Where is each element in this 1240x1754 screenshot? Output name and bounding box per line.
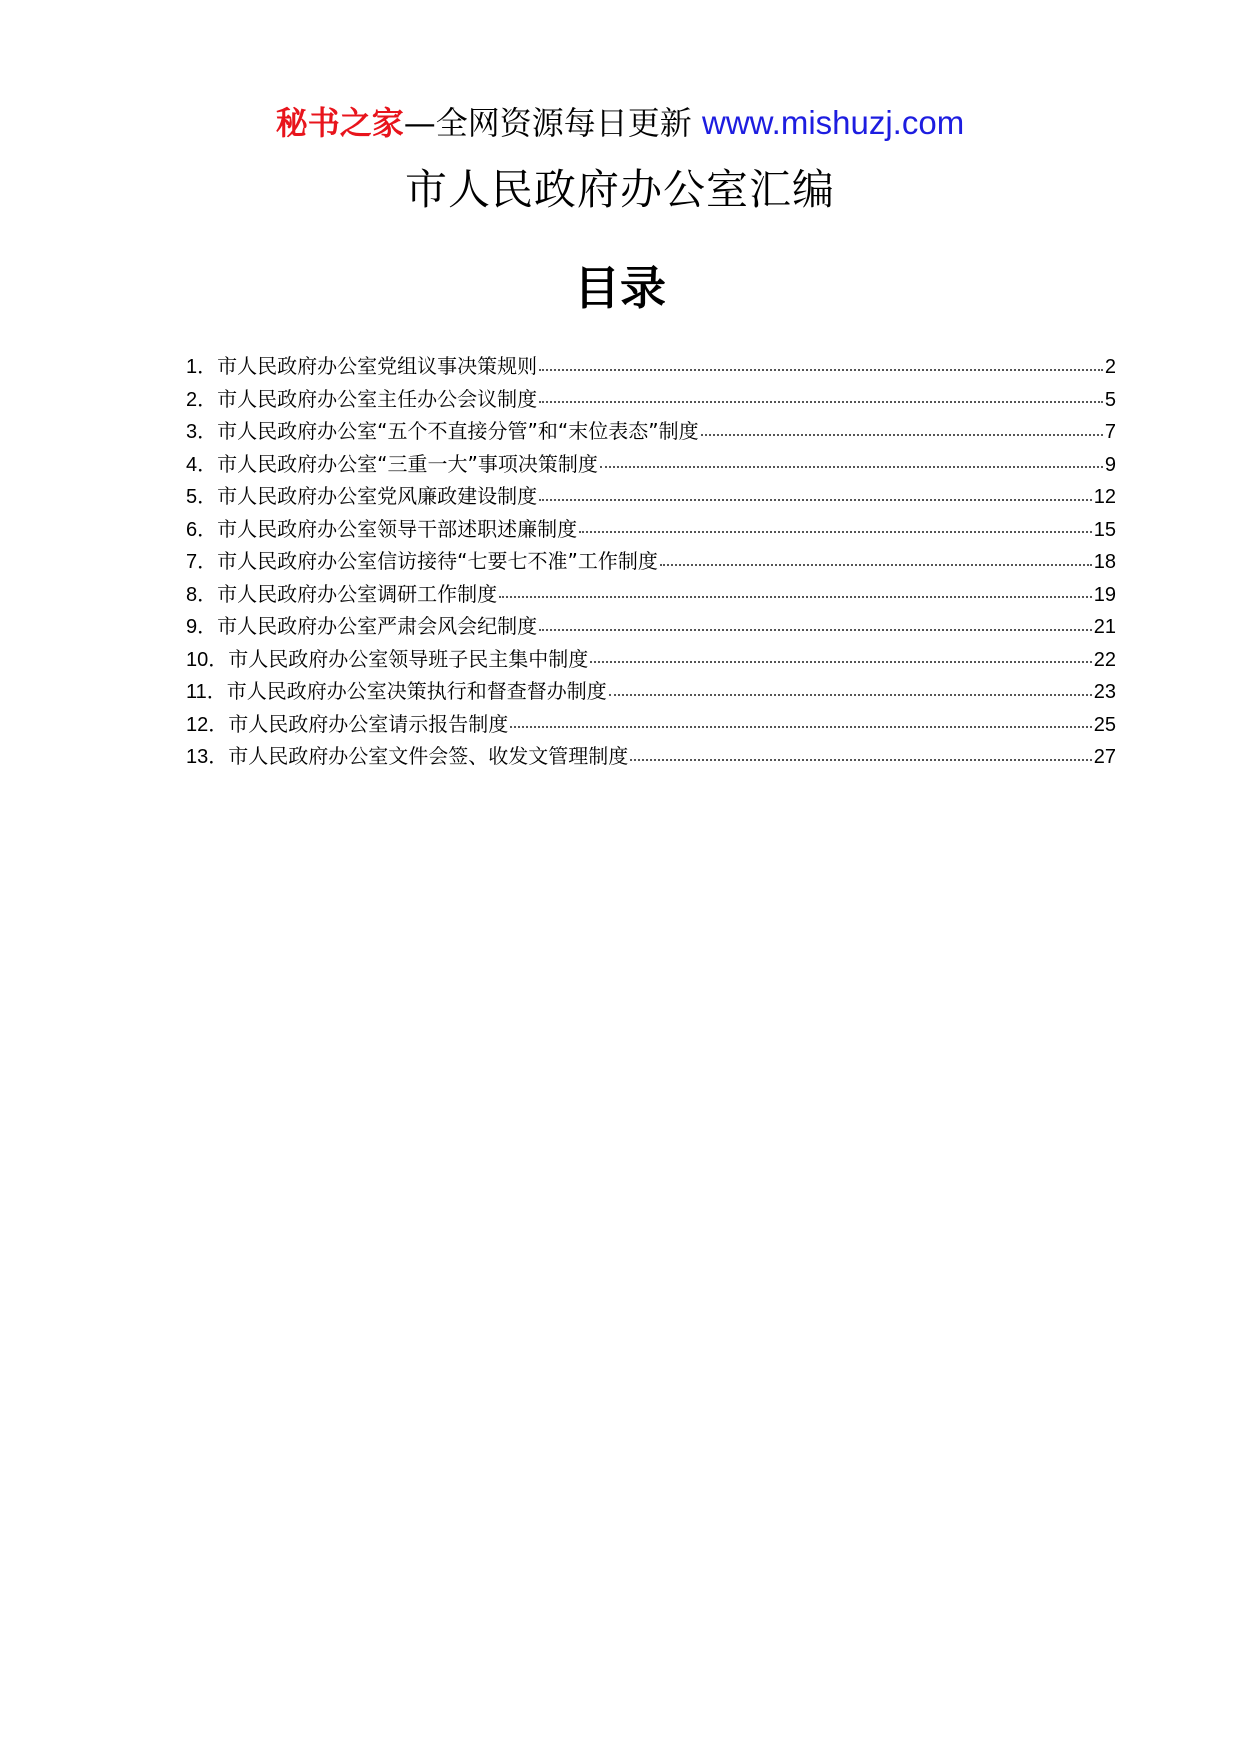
toc-dot-leader (630, 758, 1092, 761)
toc-dot-leader (609, 693, 1092, 696)
toc-entry-page: 19 (1093, 583, 1116, 606)
toc-entry[interactable] (186, 383, 1116, 416)
toc-entry-page: 23 (1093, 681, 1116, 703)
toc-entry-title: 市人民政府办公室“三重一大”事项决策制度 (217, 451, 598, 476)
toc-entry[interactable] (186, 708, 1116, 741)
toc-entry-title: 市人民政府办公室决策执行和督查督办制度 (226, 679, 607, 703)
toc-dot-leader (510, 725, 1092, 728)
toc-entry-number: 2． (186, 388, 218, 411)
toc-heading: 目录 (574, 261, 666, 315)
toc-entry-title: 市人民政府办公室领导干部述职述廉制度 (217, 516, 578, 541)
brand-name: 秘书之家 (275, 104, 404, 142)
site-url-link[interactable]: www.mishuzj.com (701, 104, 965, 141)
toc-entry-number: 13． (186, 746, 229, 768)
toc-entry-number: 6． (186, 518, 218, 541)
toc-entry-title: 市人民政府办公室领导班子民主集中制度 (228, 646, 589, 671)
toc-entry[interactable] (186, 415, 1116, 448)
toc-dot-leader (539, 628, 1092, 631)
toc-entry[interactable] (186, 448, 1116, 481)
toc-entry-number: 4． (186, 453, 218, 476)
toc-entry-page: 5 (1104, 388, 1116, 411)
toc-entry[interactable] (186, 675, 1116, 708)
toc-entry-number: 9． (186, 616, 218, 638)
toc-entry-title: 市人民政府办公室信访接待“七要七不准”工作制度 (217, 549, 658, 573)
toc-entry-title: 市人民政府办公室党组议事决策规则 (217, 354, 538, 378)
toc-entry-page: 22 (1093, 648, 1116, 671)
toc-dot-leader (660, 563, 1092, 566)
toc-entry-title: 市人民政府办公室请示报告制度 (228, 711, 509, 736)
toc-dot-leader (499, 595, 1092, 598)
toc-entry-number: 11． (186, 681, 227, 703)
toc-entry-number: 7． (186, 551, 218, 573)
toc-entry[interactable] (186, 350, 1116, 383)
toc-entry[interactable] (186, 545, 1116, 578)
toc-entry-title: 市人民政府办公室党风廉政建设制度 (217, 484, 538, 508)
toc-entry-number: 5． (186, 486, 218, 508)
toc-entry[interactable] (186, 740, 1116, 773)
toc-entry[interactable] (186, 578, 1116, 611)
toc-entry-number: 8． (186, 583, 218, 606)
toc-entry-page: 7 (1104, 421, 1116, 443)
toc-dot-leader (600, 465, 1103, 468)
toc-entry-page: 18 (1093, 551, 1116, 573)
toc-entry-page: 2 (1104, 356, 1116, 378)
toc-dot-leader (579, 530, 1092, 533)
toc-entry-number: 12． (186, 713, 229, 736)
toc-dot-leader (539, 498, 1092, 501)
header-slogan: —全网资源每日更新 (403, 104, 702, 142)
toc-entry-page: 9 (1104, 453, 1116, 476)
toc-entry-page: 12 (1093, 486, 1116, 508)
toc-entry-number: 1． (186, 356, 218, 378)
toc-entry[interactable] (186, 610, 1116, 643)
toc-dot-leader (590, 660, 1092, 663)
toc-entry[interactable] (186, 480, 1116, 513)
document-title: 市人民政府办公室汇编 (404, 165, 835, 214)
toc-entry-page: 25 (1093, 713, 1116, 736)
toc-entry-title: 市人民政府办公室严肃会风会纪制度 (217, 614, 538, 638)
toc-entry-number: 3． (186, 421, 218, 443)
toc-entry-title: 市人民政府办公室文件会签、收发文管理制度 (228, 744, 629, 768)
toc-entry-title: 市人民政府办公室主任办公会议制度 (217, 386, 538, 411)
toc-dot-leader (539, 400, 1103, 403)
toc-dot-leader (539, 368, 1103, 371)
toc-entry-number: 10． (186, 648, 229, 671)
site-header (0, 98, 1240, 148)
toc-entry-page: 27 (1093, 746, 1116, 768)
toc-entry[interactable] (186, 643, 1116, 676)
toc-entry[interactable] (186, 513, 1116, 546)
toc-entry-page: 21 (1093, 616, 1116, 638)
toc-entry-title: 市人民政府办公室调研工作制度 (217, 581, 498, 606)
toc-entry-title: 市人民政府办公室“五个不直接分管”和“末位表态”制度 (217, 419, 699, 443)
table-of-contents (186, 350, 1116, 773)
toc-dot-leader (701, 433, 1103, 436)
toc-entry-page: 15 (1093, 518, 1116, 541)
